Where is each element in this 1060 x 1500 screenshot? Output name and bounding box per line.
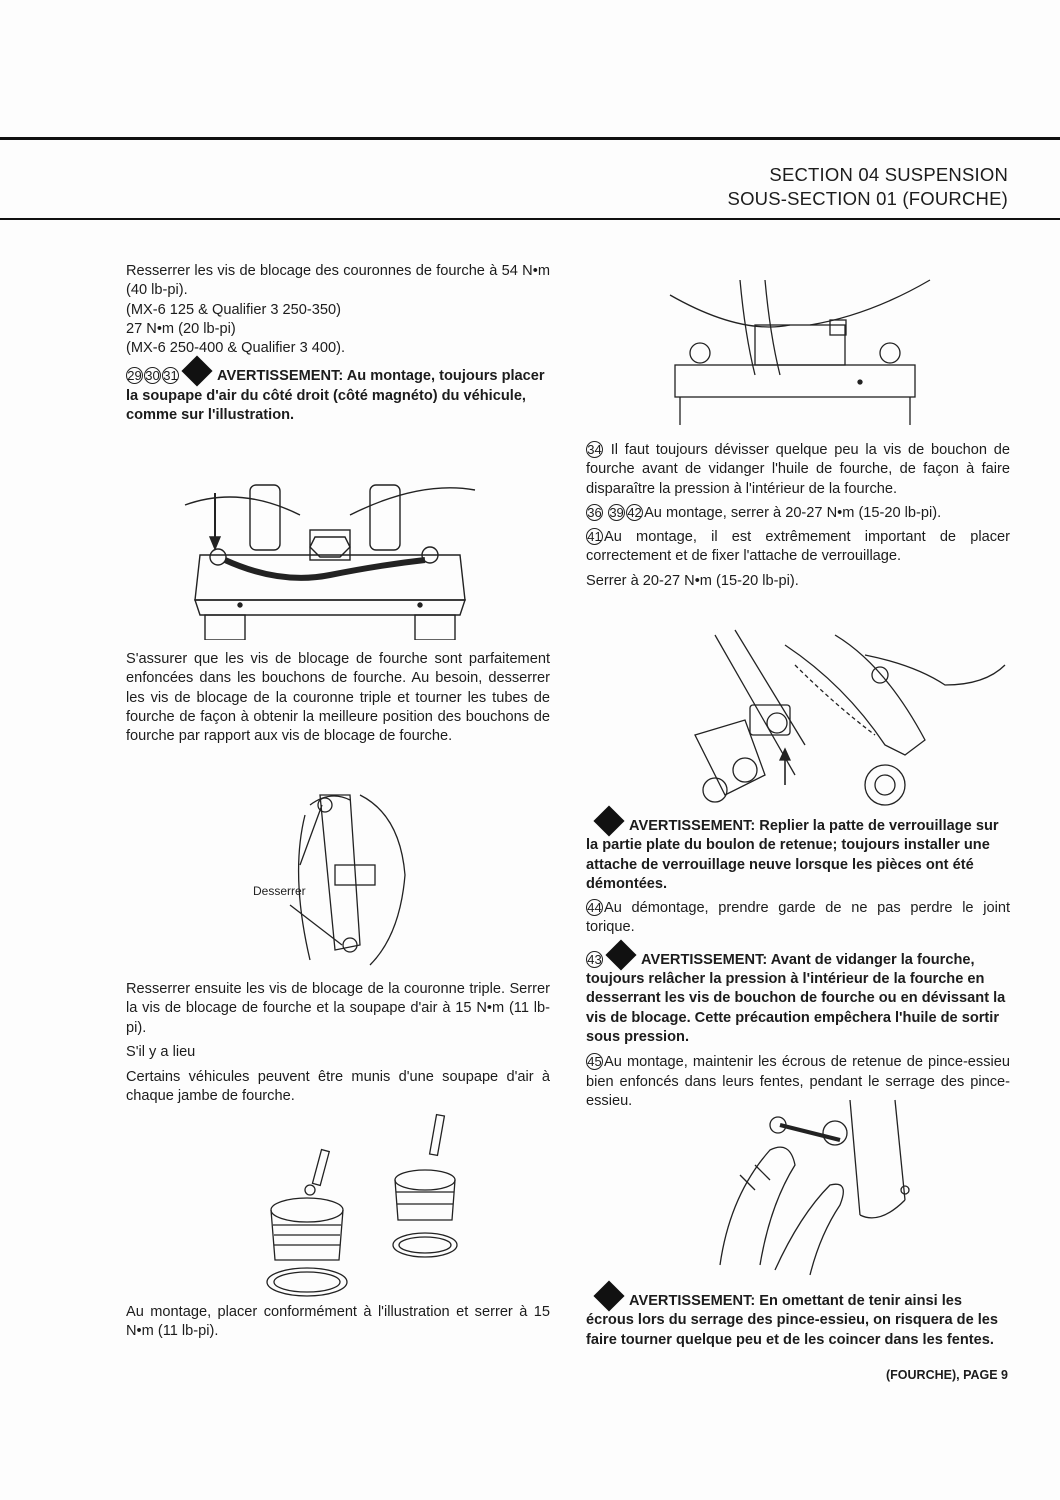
fork-tube-illustration: [250, 775, 420, 970]
fork-caps-top-illustration: [660, 275, 935, 430]
right-column: [586, 441, 1010, 591]
warning-text: AVERTISSEMENT: Au montage, toujours placer la soupape d'air du côté droit (côté magnéto) du véhicule, comme sur l'illustration.: [126, 368, 545, 424]
torque-model-1: (MX-6 125 & Qualifier 3 250-350): [126, 301, 341, 318]
oring-note: [586, 899, 1010, 938]
ref-number: 36: [587, 504, 602, 520]
warning-text: AVERTISSEMENT: Avant de vidanger la fourche, toujours relâcher la pression à l'intérieur de la fourche en desserrant les vis de bouchon de fourche ou en dévissant la vis de blocage. Cette précaution empêchera l'huile de sortir sous pression.: [586, 951, 1006, 1045]
warning-diamond-icon: [593, 805, 624, 836]
ref-number: 45: [587, 1054, 602, 1070]
ref-number: 30: [145, 368, 160, 384]
fork-bottom-illustration: [685, 625, 1010, 820]
axle-clamp-note-text: Au montage, maintenir les écrous de retenue de pince-essieu bien enfoncés dans leurs fentes, pendant le serrage des pince-essieu.: [586, 1054, 1010, 1109]
loosen-label: Desserrer: [253, 884, 306, 898]
lock-torque: Serrer à 20-27 N•m (15-20 lb-pi).: [586, 572, 799, 589]
top-rule: [0, 137, 1060, 140]
lock-note: [586, 528, 1010, 567]
install-paragraph: Au montage, placer conformément à l'illustration et serrer à 15 N•m (11 lb-pi).: [126, 1304, 550, 1340]
lock-note-text: Au montage, il est extrêmement important de placer correctement et de fixer l'attache de verrouillage.: [586, 529, 1010, 565]
torque-note: [586, 504, 1010, 523]
warning-clamp-nuts: [586, 1285, 1010, 1350]
ref-number: 43: [587, 951, 602, 967]
fork-cap-illustration: [255, 1110, 470, 1300]
torque-paragraph: Resserrer les vis de blocage des couronnes de fourche à 54 N•m (40 lb-pi).: [126, 263, 550, 299]
warning-text: AVERTISSEMENT: Replier la patte de verrouillage sur la partie plate du boulon de retenue; toujours installer une attache de verrouillage neuve lorsque les pièces ont été démontées.: [586, 818, 999, 892]
right-column-2: [586, 810, 1010, 1111]
warning-diamond-icon: [605, 939, 636, 970]
right-column-3: [586, 1285, 1010, 1350]
torque-model-2: (MX-6 250-400 & Qualifier 3 400).: [126, 340, 346, 357]
header-rule: [0, 218, 1060, 220]
warning-diamond-icon: [593, 1280, 624, 1311]
torque-note-text: Au montage, serrer à 20-27 N•m (15-20 lb-pi).: [644, 504, 942, 521]
left-column-3: [126, 980, 550, 1107]
torque-value-2: 27 N•m (20 lb-pi): [126, 320, 236, 337]
page-footer: (FOURCHE), PAGE 9: [886, 1368, 1008, 1382]
ref-number: 44: [587, 900, 602, 916]
drain-note-text: Il faut toujours dévisser quelque peu la vis de bouchon de fourche avant de vidanger l'huile de fourche, de façon à faire disparaître la pression à l'intérieur de la fourche.: [586, 442, 1011, 497]
warning-diamond-icon: [181, 356, 212, 387]
alignment-paragraph: S'assurer que les vis de blocage de fourche sont parfaitement enfoncées dans les bouchons de fourche. Au besoin, desserrer les vis de blocage de la couronne triple et tourner les tubes de fourche de façon à obtenir la meilleure position des bouchons de fourche par rapport aux vis de blocage de fourche.: [126, 651, 550, 745]
ref-number: 31: [163, 368, 178, 384]
tighten-paragraph: Resserrer ensuite les vis de blocage de la couronne triple. Serrer la vis de blocage de fourche et la soupape d'air à 15 N•m (11 lb-pi).: [126, 981, 550, 1036]
oring-note-text: Au démontage, prendre garde de ne pas perdre le joint torique.: [586, 900, 1010, 936]
warning-text: AVERTISSEMENT: En omettant de tenir ainsi les écrous lors du serrage des pince-essieu, on risquera de les faire tourner quelque peu et de les coincer dans les fentes.: [586, 1293, 999, 1348]
ref-number: 29: [127, 368, 142, 384]
warning-pressure: [586, 944, 1010, 1047]
axle-clamp-wrench-illustration: [700, 1095, 915, 1280]
ref-number: 34: [587, 442, 602, 457]
ref-number: 41: [587, 529, 602, 545]
subheading: S'il y a lieu: [126, 1043, 196, 1060]
section-title: SECTION 04 SUSPENSION: [769, 164, 1008, 185]
warning-air-valve: [126, 360, 550, 425]
ref-number: 39: [609, 504, 624, 520]
fork-crown-illustration: [180, 475, 480, 640]
drain-note: [586, 441, 1010, 499]
left-column-2: [126, 650, 550, 746]
left-column-4: [126, 1303, 550, 1342]
ref-number: 42: [627, 504, 642, 520]
subsection-title: SOUS-SECTION 01 (FOURCHE): [727, 188, 1008, 209]
left-column: [126, 262, 550, 425]
optional-paragraph: Certains véhicules peuvent être munis d'une soupape d'air à chaque jambe de fourche.: [126, 1069, 550, 1105]
warning-lock-tab: [586, 810, 1010, 894]
